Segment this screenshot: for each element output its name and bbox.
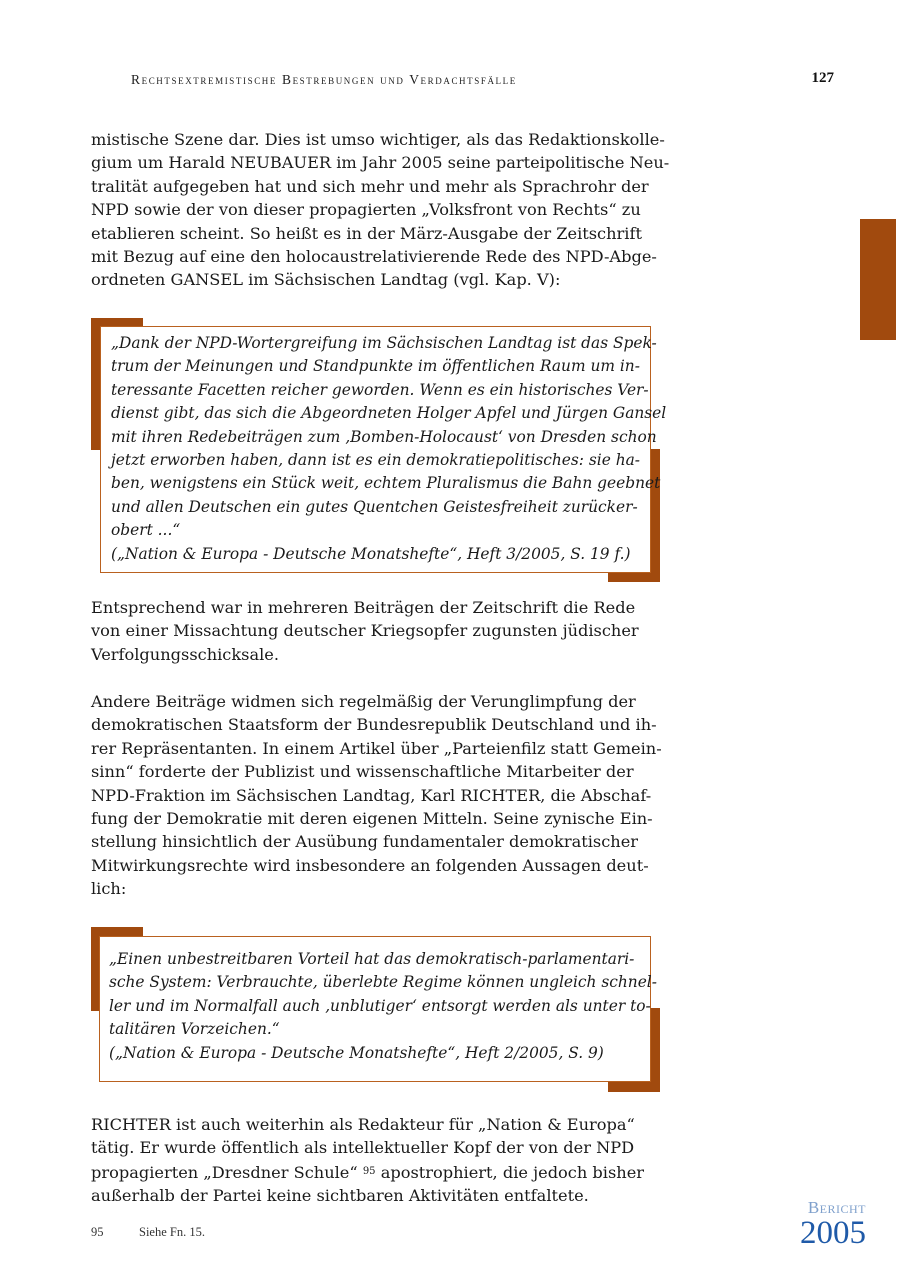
text-line: sinn“ forderte der Publizist und wissenschaftliche Mitarbeiter der [91, 762, 634, 782]
quote-line: ben, wenigstens ein Stück weit, echtem Pluralismus die Bahn geebnet [111, 474, 661, 493]
text-line: Verfolgungsschicksale. [91, 644, 280, 664]
text-line: gium um Harald NEUBAUER im Jahr 2005 seine parteipolitische Neu- [91, 153, 670, 173]
paragraph-3 [91, 690, 671, 901]
running-head: Rechtsextremistische Bestrebungen und Verdachtsfälle [131, 72, 517, 87]
quote-line: jetzt erworben haben, dann ist es ein demokratiepolitisches: sie ha- [111, 451, 640, 470]
text-line [91, 1160, 671, 1184]
quote-line: ler und im Normalfall auch ‚unblutiger‘ entsorgt werden als unter to- [109, 996, 651, 1015]
text-line: Entsprechend war in mehreren Beiträgen der Zeitschrift die Rede [91, 598, 636, 617]
text-line: NPD-Fraktion im Sächsischen Landtag, Karl RICHTER, die Abschaf- [91, 785, 652, 805]
report-logo-word: Bericht [807, 1198, 866, 1217]
paragraph-4 [91, 1113, 671, 1208]
quote-line: trum der Meinungen und Standpunkte im öffentlichen Raum um in- [111, 357, 640, 376]
footnote-number: 95 [91, 1225, 104, 1239]
quote-line: mit ihren Redebeiträgen zum ‚Bomben-Holocaust‘ von Dresden schon [111, 427, 657, 446]
text-line: NPD sowie der von dieser propagierten „Volksfront von Rechts“ zu [91, 200, 641, 220]
footnote-reference[interactable]: 95 [362, 1165, 376, 1177]
text-line: außerhalb der Partei keine sichtbaren Aktivitäten entfaltete. [91, 1186, 589, 1206]
quote-line: sche System: Verbrauchte, überlebte Regime können ungleich schnel- [109, 973, 657, 992]
text-line: fung der Demokratie mit deren eigenen Mitteln. Seine zynische Ein- [91, 809, 653, 829]
text-line: stellung hinsichtlich der Ausübung fundamentaler demokratischer [91, 832, 639, 852]
quote-line: dienst gibt, das sich die Abgeordneten Holger Apfel und Jürgen Gansel [111, 404, 667, 423]
text-line: demokratischen Staatsform der Bundesrepublik Deutschland und ih- [91, 715, 657, 735]
quote-line: „Dank der NPD-Wortergreifung im Sächsischen Landtag ist das Spek- [111, 334, 657, 352]
quote-line: und allen Deutschen ein gutes Quentchen Geistesfreiheit zurücker- [111, 497, 638, 516]
quote-box [100, 326, 667, 573]
report-logo [800, 1198, 866, 1251]
footnote [91, 1225, 205, 1240]
text-line: Andere Beiträge widmen sich regelmäßig der Verunglimpfung der [91, 692, 636, 711]
text-line: tralität aufgegeben hat und sich mehr und mehr als Sprachrohr der [91, 176, 649, 196]
quote-line: teressante Facetten reicher geworden. Wenn es ein historisches Ver- [111, 380, 649, 399]
text-fragment: propagierten „Dresdner Schule“ [91, 1162, 358, 1182]
text-line: lich: [91, 879, 127, 899]
quote-source: („Nation & Europa - Deutsche Monatshefte“, Heft 2/2005, S. 9) [109, 1043, 604, 1062]
text-line: Mitwirkungsrechte wird insbesondere an folgenden Aussagen deut- [91, 855, 649, 875]
paragraph-1 [91, 128, 671, 292]
page-number: 127 [811, 70, 834, 86]
text-line: tätig. Er wurde öffentlich als intellektueller Kopf der von der NPD [91, 1138, 635, 1158]
quote-line: talitären Vorzeichen.“ [109, 1020, 280, 1039]
quote-box [99, 936, 657, 1082]
quote-line: „Einen unbestreitbaren Vorteil hat das demokratisch-parlamentari- [109, 950, 635, 968]
text-fragment: apostrophiert, die jedoch bisher [375, 1162, 645, 1182]
text-line: ordneten GANSEL im Sächsischen Landtag (vgl. Kap. V): [91, 270, 561, 290]
text-line: mit Bezug auf eine den holocaustrelativierende Rede des NPD-Abge- [91, 247, 657, 267]
quote-source: („Nation & Europa - Deutsche Monatshefte“, Heft 3/2005, S. 19 f.) [111, 544, 631, 563]
report-logo-year: 2005 [800, 1215, 866, 1251]
side-tab-marker [860, 219, 896, 340]
footnote-text: Siehe Fn. 15. [139, 1225, 205, 1239]
text-line: rer Repräsentanten. In einem Artikel über „Parteienfilz statt Gemein- [91, 738, 662, 758]
text-line: mistische Szene dar. Dies ist umso wichtiger, als das Redaktionskolle- [91, 130, 665, 149]
text-line: etablieren scheint. So heißt es in der März-Ausgabe der Zeitschrift [91, 223, 642, 243]
quote-line: obert ...“ [111, 521, 181, 540]
text-line: von einer Missachtung deutscher Kriegsopfer zugunsten jüdischer [91, 621, 639, 641]
paragraph-2 [91, 596, 671, 666]
text-line: RICHTER ist auch weiterhin als Redakteur für „Nation & Europa“ [91, 1115, 635, 1134]
